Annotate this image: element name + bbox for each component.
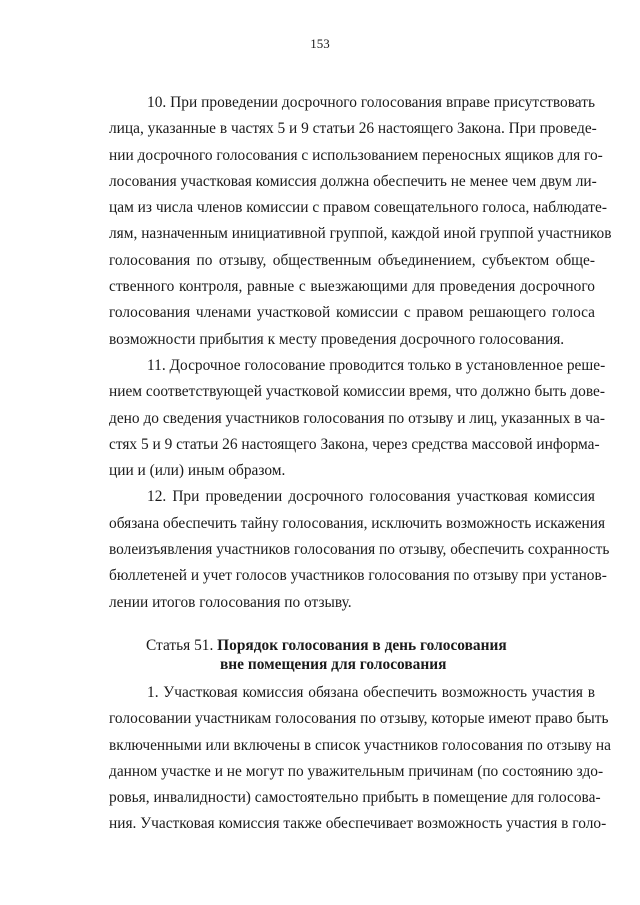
text-line: бюллетеней и учет голосов участников голосования по отзыву при установ- <box>109 567 607 585</box>
article-51-paragraph-1 <box>109 680 611 838</box>
text-line: включенными или включены в список участников голосования по отзыву на <box>109 736 611 754</box>
text-line: голосования по отзыву, общественным объединением, субъектом обще- <box>109 251 595 269</box>
text-line: цам из числа членов комиссии с правом совещательного голоса, наблюдате- <box>109 199 607 217</box>
text-line: нием соответствующей участковой комиссии время, что должно быть дове- <box>109 383 605 401</box>
paragraph-10 <box>109 90 612 353</box>
page-number: 153 <box>310 36 330 51</box>
text-line: голосования членами участковой комиссии с правом решающего голоса <box>109 304 595 322</box>
article-title: Порядок голосования в день голосования <box>217 636 507 654</box>
text-line: волеизъявления участников голосования по отзыву, обеспечить сохранность <box>109 541 610 559</box>
text-line: 11. Досрочное голосование проводится только в установленное реше- <box>147 356 606 374</box>
text-line: нии досрочного голосования с использованием переносных ящиков для го- <box>109 146 603 164</box>
article-51-heading <box>109 636 595 674</box>
text-line: ственного контроля, равные с выезжающими для проведения досрочного <box>109 278 595 296</box>
text-line: 12. При проведении досрочного голосования участковая комиссия <box>147 488 595 506</box>
document-body <box>109 90 612 838</box>
text-line: ции и (или) иным образом. <box>109 462 286 480</box>
text-line: 10. При проведении досрочного голосования вправе присутствовать <box>147 94 595 111</box>
paragraph-12 <box>109 484 610 615</box>
text-line: лица, указанные в частях 5 и 9 статьи 26 настоящего Закона. При проведе- <box>109 120 597 138</box>
heading-line <box>109 636 595 655</box>
text-line: голосовании участникам голосования по отзыву, которые имеют право быть <box>109 710 609 728</box>
text-line: возможности прибытия к месту проведения досрочного голосования. <box>109 330 565 348</box>
text-line: обязана обеспечить тайну голосования, исключить возможность искажения <box>109 514 606 532</box>
text-line: дено до сведения участников голосования по отзыву и лиц, указанных в ча- <box>109 409 605 427</box>
text-line: лям, назначенным инициативной группой, каждой иной группой участников <box>109 225 612 243</box>
text-line: лении итогов голосования по отзыву. <box>109 593 352 611</box>
text-line: ровья, инвалидности) самостоятельно прибыть в помещение для голосова- <box>109 789 601 807</box>
text-line: лосования участковая комиссия должна обеспечить не менее чем двум ли- <box>109 172 597 190</box>
text-line: 1. Участковая комиссия обязана обеспечить возможность участия в <box>147 683 595 701</box>
article-label: Статья 51. <box>146 636 218 654</box>
text-line: стях 5 и 9 статьи 26 настоящего Закона, через средства массовой информа- <box>109 435 600 453</box>
paragraph-11 <box>109 353 606 484</box>
article-title-continuation: вне помещения для голосования <box>220 655 447 673</box>
text-line: ния. Участковая комиссия также обеспечивает возможность участия в голо- <box>109 815 607 833</box>
text-line: данном участке и не могут по уважительным причинам (по состоянию здо- <box>109 762 604 780</box>
